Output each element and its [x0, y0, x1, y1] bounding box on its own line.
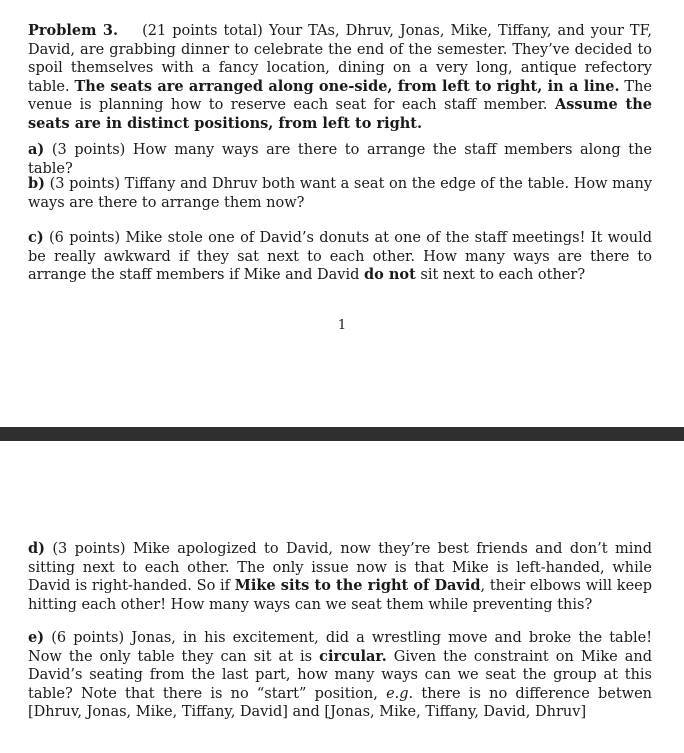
- part-b-points: (3 points): [49, 176, 121, 192]
- part-b-text: Tiffany and Dhruv both want a seat on the edge of the table. How many ways are there to arrange them now?: [28, 176, 653, 211]
- problem-points: (21 points total): [142, 23, 263, 39]
- page-separator: [0, 427, 684, 441]
- part-e-label: e): [28, 629, 45, 646]
- part-e-emphasis: circular.: [319, 647, 387, 665]
- part-c-emphasis: do not: [364, 266, 416, 284]
- part-e-text: Jonas, in his excitement, did a wrestling move and broke the table! Now the only table they can sit at is: [28, 630, 653, 665]
- part-e-italic: e.g.: [386, 685, 414, 702]
- problem-intro-text: Your TAs, Dhruv, Jonas, Mike, Tiffany, and your TF, David, are grabbing dinner to celebrate the end of the semester. They’ve decided to spoil themselves with a fancy location, dining on a very long, antique refectory table.: [28, 23, 653, 95]
- part-b-label: b): [28, 175, 45, 192]
- problem-statement: [28, 22, 652, 134]
- part-a-label: a): [28, 141, 45, 158]
- problem-distinct-positions-emphasis: Assume the seats are in distinct positions, from left to right.: [28, 96, 652, 132]
- part-d-text-2: , their elbows will keep hitting each other! How many ways can we seat them while preventing this?: [28, 578, 653, 613]
- problem-intro-text-2: The venue is planning how to reserve each seat for each staff member.: [28, 78, 653, 114]
- part-d-text: Mike apologized to David, now they’re best friends and don’t mind sitting next to each other. The only issue now is that Mike is left-handed, while David is right-handed. So if: [28, 541, 653, 595]
- part-c-text-2: sit next to each other?: [420, 267, 586, 284]
- part-e-points: (6 points): [51, 630, 125, 646]
- part-c-text: Mike stole one of David’s donuts at one of the staff meetings! It would be really awkward if they sat next to each other. How many ways are there to arrange the staff members if Mike and David: [28, 230, 653, 284]
- part-c-points: (6 points): [49, 230, 121, 246]
- part-b: [28, 175, 652, 212]
- part-e-text-3: there is no difference betwen [Dhruv, Jonas, Mike, Tiffany, David] and [Jonas, Mike, Tiffany, David, Dhruv]: [28, 685, 653, 721]
- part-d: [28, 540, 652, 614]
- page-number: 1: [337, 318, 347, 333]
- part-a: [28, 141, 652, 178]
- problem-heading: Problem 3.: [28, 22, 119, 39]
- part-e-text-2: Given the constraint on Mike and David’s seating from the last part, how many ways can we seat the group at this table? Note that there is no “start” position,: [28, 648, 653, 702]
- part-e: [28, 629, 652, 722]
- part-d-points: (3 points): [52, 541, 126, 557]
- problem-seat-arrangement-emphasis: The seats are arranged along one-side, from left to right, in a line.: [74, 77, 620, 95]
- part-a-text: How many ways are there to arrange the staff members along the table?: [28, 142, 653, 177]
- part-a-points: (3 points): [51, 142, 126, 158]
- part-c-label: c): [28, 229, 44, 246]
- part-d-label: d): [28, 540, 45, 557]
- part-c: [28, 229, 652, 285]
- part-d-emphasis: Mike sits to the right of David: [234, 577, 481, 595]
